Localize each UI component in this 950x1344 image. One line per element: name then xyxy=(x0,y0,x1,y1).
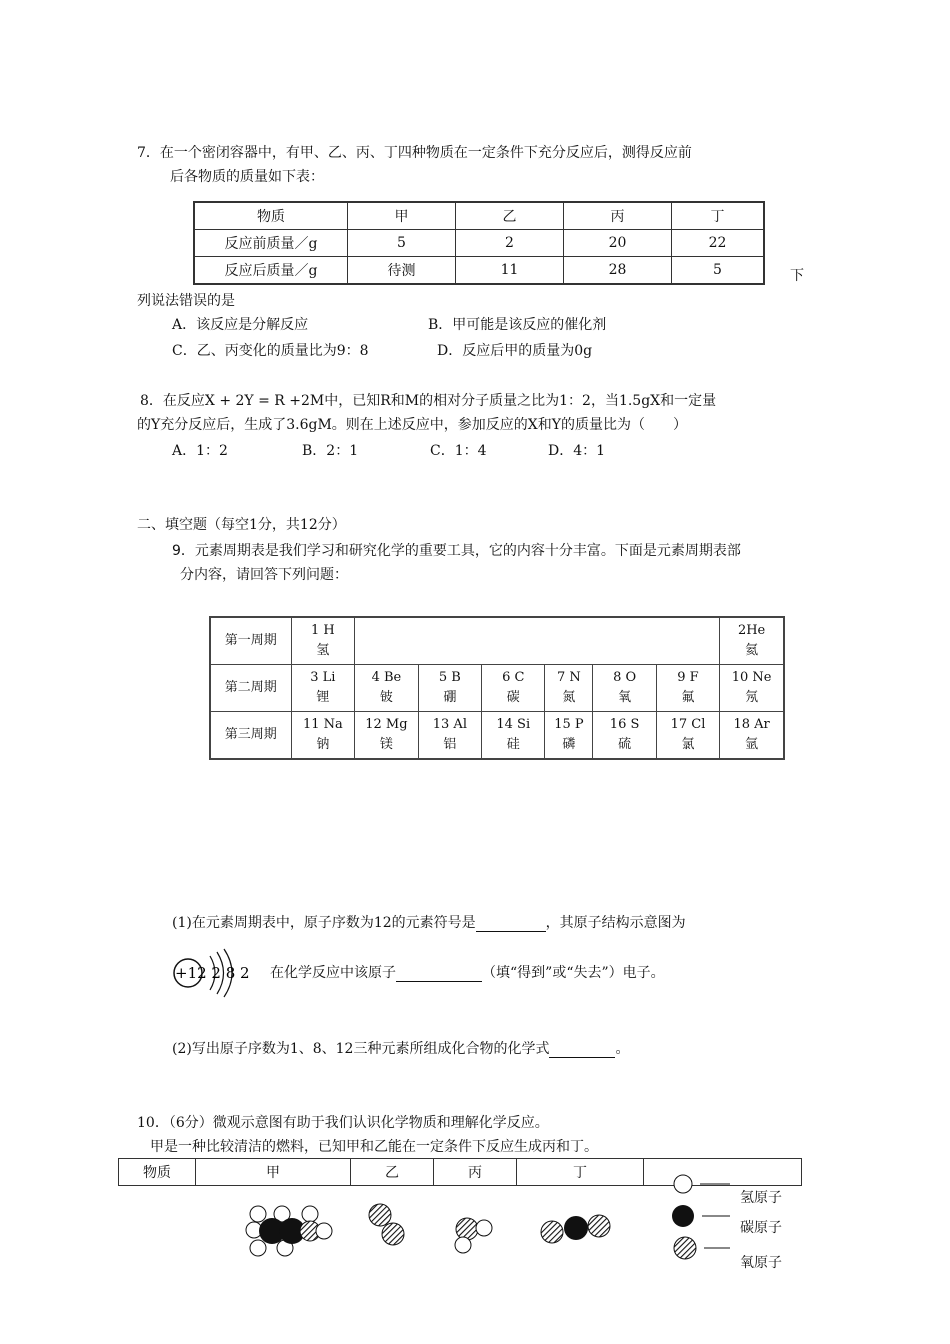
element-symbol: 1 H xyxy=(310,623,335,638)
element-cell xyxy=(656,665,719,712)
table-cell: 待测 xyxy=(348,257,456,285)
legend-oxygen-icon xyxy=(674,1237,696,1259)
table-row xyxy=(210,712,784,760)
molecule-yi xyxy=(369,1204,404,1245)
element-symbol: 8 O xyxy=(613,670,637,685)
period-label: 第三周期 xyxy=(210,712,291,760)
element-cell xyxy=(656,712,719,760)
table-header: 丙 xyxy=(564,202,672,230)
element-cell xyxy=(418,712,481,760)
element-symbol: 16 S xyxy=(609,717,640,732)
element-symbol: 15 P xyxy=(554,717,584,732)
q8-line1: 8．在反应X + 2Y = R +2M中，已知R和M的相对分子质量之比为1：2，当1.5gX和一定量 xyxy=(140,393,717,409)
element-cell xyxy=(720,665,784,712)
table-cell: 5 xyxy=(672,257,765,285)
element-symbol: 10 Ne xyxy=(731,670,772,685)
element-cell xyxy=(720,712,784,760)
oxygen-atom xyxy=(456,1218,478,1240)
q9-sub1-b: ，其原子结构示意图为 xyxy=(545,915,686,931)
q7-line1: 7．在一个密闭容器中，有甲、乙、丙、丁四种物质在一定条件下充分反应后，测得反应前 xyxy=(137,145,692,161)
hydrogen-atom xyxy=(250,1240,266,1256)
element-name: 氦 xyxy=(745,643,759,658)
q9-sub1-c: 在化学反应中该原子 xyxy=(270,965,396,981)
empty-cell xyxy=(545,617,593,665)
q10-line2: 甲是一种比较清洁的燃料，已知甲和乙能在一定条件下反应生成丙和丁。 xyxy=(150,1139,598,1155)
table-cell: 22 xyxy=(672,230,765,257)
element-symbol: 9 F xyxy=(677,670,699,685)
element-cell xyxy=(545,665,593,712)
element-symbol: 7 N xyxy=(557,670,581,685)
answer-blank-formula[interactable] xyxy=(549,1043,615,1058)
element-symbol: 12 Mg xyxy=(365,717,408,732)
atom-structure-diagram xyxy=(170,944,250,1002)
empty-cell xyxy=(656,617,719,665)
legend-oxygen-label: 氧原子 xyxy=(740,1255,782,1271)
table-header: 丁 xyxy=(517,1159,644,1186)
element-cell xyxy=(355,712,419,760)
element-symbol: 3 Li xyxy=(310,670,336,685)
q8-option-c: C．1：4 xyxy=(430,443,487,459)
element-symbol: 2He xyxy=(737,623,766,638)
legend-hydrogen-label: 氢原子 xyxy=(740,1190,782,1206)
hydrogen-atom xyxy=(250,1206,266,1222)
element-name: 氯 xyxy=(681,737,695,752)
q7-option-c: C．乙、丙变化的质量比为9：8 xyxy=(172,343,369,359)
element-symbol: 6 C xyxy=(502,670,525,685)
element-name: 钠 xyxy=(316,737,330,752)
legend-carbon-label: 碳原子 xyxy=(740,1220,782,1236)
element-name: 硫 xyxy=(618,737,632,752)
periodic-table xyxy=(209,616,785,760)
table-cell: 20 xyxy=(564,230,672,257)
element-name: 铍 xyxy=(379,690,393,705)
q7-line2: 后各物质的质量如下表： xyxy=(170,169,324,185)
q9-sub2-b: 。 xyxy=(615,1041,630,1057)
period-label: 第二周期 xyxy=(210,665,291,712)
q7-option-b: B．甲可能是该反应的催化剂 xyxy=(428,317,607,333)
empty-cell xyxy=(482,617,545,665)
element-symbol: 17 Cl xyxy=(670,717,706,732)
hydrogen-atom xyxy=(455,1237,471,1253)
table-header: 物质 xyxy=(194,202,348,230)
empty-cell xyxy=(593,617,656,665)
element-cell xyxy=(291,665,354,712)
legend-hydrogen-icon xyxy=(674,1175,692,1193)
q9-sub1-text2 xyxy=(270,962,665,982)
table-cell: 反应后质量／g xyxy=(194,257,348,285)
table-cell: 11 xyxy=(456,257,564,285)
element-name: 硅 xyxy=(506,737,520,752)
element-name: 氖 xyxy=(745,690,759,705)
element-name: 氟 xyxy=(681,690,695,705)
element-name: 硼 xyxy=(443,690,457,705)
atom-label: +12 2 8 2 xyxy=(175,964,250,982)
table-cell: 5 xyxy=(348,230,456,257)
table-header-row xyxy=(194,202,764,230)
q7-mass-table xyxy=(193,201,765,285)
empty-cell xyxy=(355,617,419,665)
element-cell xyxy=(418,665,481,712)
q9-sub1-text xyxy=(172,912,686,932)
hydrogen-atom xyxy=(476,1220,492,1236)
q7-option-a: A．该反应是分解反应 xyxy=(172,317,309,333)
element-name: 铝 xyxy=(443,737,457,752)
table-cell: 28 xyxy=(564,257,672,285)
hydrogen-atom xyxy=(302,1206,318,1222)
element-name: 氩 xyxy=(745,737,759,752)
table-header: 乙 xyxy=(456,202,564,230)
answer-blank-symbol[interactable] xyxy=(476,917,546,932)
molecule-bing xyxy=(455,1218,492,1253)
element-symbol: 18 Ar xyxy=(733,717,770,732)
element-name: 氢 xyxy=(316,643,330,658)
legend-carbon-icon xyxy=(672,1205,694,1227)
element-cell xyxy=(355,665,419,712)
element-cell xyxy=(593,712,656,760)
period-label: 第一周期 xyxy=(210,617,291,665)
q10-line1: 10．（6分）微观示意图有助于我们认识化学物质和理解化学反应。 xyxy=(137,1115,549,1131)
oxygen-atom xyxy=(369,1204,391,1226)
q9-sub2-text xyxy=(172,1038,629,1058)
table-header: 甲 xyxy=(196,1159,351,1186)
element-cell xyxy=(482,712,545,760)
q8-option-b: B．2：1 xyxy=(302,443,359,459)
oxygen-atom xyxy=(382,1223,404,1245)
q7-line3: 列说法错误的是 xyxy=(137,293,235,309)
element-cell xyxy=(593,665,656,712)
element-name: 氮 xyxy=(562,690,576,705)
table-header: 丙 xyxy=(434,1159,517,1186)
element-name: 锂 xyxy=(316,690,330,705)
table-header: 乙 xyxy=(351,1159,434,1186)
q9-line2: 分内容，请回答下列问题： xyxy=(180,567,348,583)
element-cell xyxy=(291,617,354,665)
element-cell xyxy=(482,665,545,712)
element-cell xyxy=(720,617,784,665)
element-name: 氧 xyxy=(618,690,632,705)
table-header: 丁 xyxy=(672,202,765,230)
element-symbol: 5 B xyxy=(438,670,461,685)
table-row xyxy=(210,665,784,712)
q8-line2: 的Y充分反应后，生成了3.6gM。则在上述反应中，参加反应的X和Y的质量比为（ ） xyxy=(137,417,688,433)
element-cell xyxy=(291,712,354,760)
q9-sub1-a: (1)在元素周期表中，原子序数为12的元素符号是 xyxy=(172,915,476,931)
element-symbol: 4 Be xyxy=(371,670,402,685)
q7-tail: 下 xyxy=(790,268,804,284)
element-symbol: 13 Al xyxy=(432,717,467,732)
element-name: 碳 xyxy=(506,690,520,705)
table-header: 甲 xyxy=(348,202,456,230)
table-row xyxy=(194,230,764,257)
q9-line1: 9．元素周期表是我们学习和研究化学的重要工具，它的内容十分丰富。下面是元素周期表部 xyxy=(172,543,741,559)
q9-sub2-a: (2)写出原子序数为1、8、12三种元素所组成化合物的化学式 xyxy=(172,1041,550,1057)
table-cell: 反应前质量／g xyxy=(194,230,348,257)
q8-option-d: D．4：1 xyxy=(548,443,606,459)
hydrogen-atom xyxy=(316,1223,332,1239)
q7-option-d: D．反应后甲的质量为0g xyxy=(437,343,593,359)
table-cell: 2 xyxy=(456,230,564,257)
carbon-atom xyxy=(564,1216,588,1240)
oxygen-atom xyxy=(588,1215,610,1237)
answer-blank-electron[interactable] xyxy=(396,967,482,982)
q9-sub1-d: （填“得到”或“失去”）电子。 xyxy=(482,965,665,981)
element-cell xyxy=(545,712,593,760)
q8-option-a: A．1：2 xyxy=(172,443,228,459)
table-header: 物质 xyxy=(119,1159,196,1186)
element-name: 磷 xyxy=(562,737,576,752)
element-symbol: 11 Na xyxy=(302,717,343,732)
element-name: 镁 xyxy=(379,737,393,752)
oxygen-atom xyxy=(541,1221,563,1243)
molecule-ding xyxy=(541,1215,610,1243)
table-row xyxy=(210,617,784,665)
legend xyxy=(672,1175,730,1259)
empty-cell xyxy=(418,617,481,665)
molecule-jia xyxy=(246,1206,332,1256)
table-row xyxy=(194,257,764,285)
section-title: 二、填空题（每空1分，共12分） xyxy=(137,517,346,533)
element-symbol: 14 Si xyxy=(496,717,531,732)
